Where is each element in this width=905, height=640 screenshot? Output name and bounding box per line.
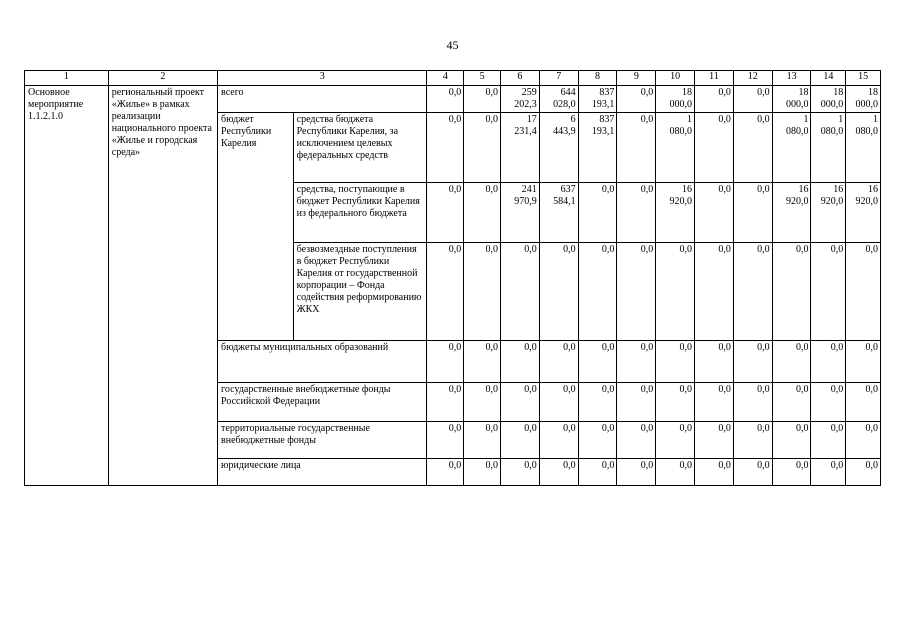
value-text: 0,0 — [601, 244, 615, 255]
value-text: 0,0 — [485, 342, 498, 353]
value-cell — [811, 341, 846, 383]
value-cell — [617, 383, 656, 422]
value-text: 0,0 — [485, 184, 498, 195]
value-text: 0,0 — [524, 244, 537, 255]
value-text: 0,0 — [640, 384, 654, 395]
value-cell — [539, 383, 578, 422]
value-text: 644 028,0 — [553, 87, 576, 110]
value-cell — [500, 113, 539, 183]
value-cell — [578, 422, 617, 459]
budget-table — [24, 70, 881, 486]
value-text: 17 231,4 — [514, 114, 537, 137]
value-text: 0,0 — [485, 423, 498, 434]
header-cell: 12 — [733, 71, 772, 86]
value-text: 0,0 — [601, 423, 615, 434]
value-cell — [656, 86, 695, 113]
value-cell — [464, 183, 501, 243]
value-cell — [578, 341, 617, 383]
value-cell — [695, 459, 734, 486]
source-label: безвозмездные поступления в бюджет Республики Карелия от государственной корпорации – Фонда содействия реформированию ЖКХ — [293, 243, 427, 341]
value-text: 0,0 — [563, 460, 576, 471]
value-cell — [846, 383, 881, 422]
value-cell — [539, 183, 578, 243]
value-text: 0,0 — [640, 114, 654, 125]
source-label: всего — [218, 86, 427, 113]
header-cell: 4 — [427, 71, 464, 86]
value-text: 0,0 — [679, 342, 693, 353]
value-text: 0,0 — [718, 244, 731, 255]
value-cell — [427, 113, 464, 183]
header-cell: 6 — [500, 71, 539, 86]
value-text: 0,0 — [865, 342, 878, 353]
value-cell — [427, 383, 464, 422]
value-text: 0,0 — [865, 460, 878, 471]
value-text: 0,0 — [448, 87, 462, 98]
value-cell — [578, 113, 617, 183]
value-text: 0,0 — [448, 244, 462, 255]
value-cell — [500, 243, 539, 341]
value-text: 1 080,0 — [785, 114, 809, 137]
value-cell — [464, 341, 501, 383]
value-cell — [846, 341, 881, 383]
value-cell — [656, 383, 695, 422]
page-number: 45 — [446, 38, 459, 52]
value-cell — [811, 422, 846, 459]
value-cell — [578, 86, 617, 113]
value-text: 0,0 — [757, 384, 770, 395]
value-cell — [617, 86, 656, 113]
value-text: 0,0 — [757, 244, 770, 255]
value-text: 18 000,0 — [855, 87, 878, 110]
value-cell — [500, 341, 539, 383]
value-text: 0,0 — [795, 423, 809, 434]
header-cell: 15 — [846, 71, 881, 86]
value-cell — [539, 86, 578, 113]
value-cell — [617, 113, 656, 183]
value-cell — [772, 113, 811, 183]
source-label: юридические лица — [218, 459, 427, 486]
value-text: 0,0 — [865, 423, 878, 434]
header-row — [25, 71, 881, 86]
value-cell — [617, 341, 656, 383]
value-cell — [427, 86, 464, 113]
budget-rk-cell: бюджет Республики Карелия — [218, 113, 294, 341]
value-text: 0,0 — [601, 460, 615, 471]
value-text: 0,0 — [563, 423, 576, 434]
value-cell — [695, 113, 734, 183]
value-cell — [772, 341, 811, 383]
value-cell — [539, 459, 578, 486]
value-cell — [772, 383, 811, 422]
value-cell — [695, 243, 734, 341]
value-cell — [656, 243, 695, 341]
header-cell: 2 — [108, 71, 217, 86]
value-text: 0,0 — [718, 423, 731, 434]
value-cell — [617, 422, 656, 459]
value-cell — [811, 86, 846, 113]
value-text: 259 202,3 — [514, 87, 537, 110]
header-cell: 11 — [695, 71, 734, 86]
value-cell — [695, 341, 734, 383]
value-text: 0,0 — [795, 342, 809, 353]
value-cell — [846, 183, 881, 243]
source-label: средства, поступающие в бюджет Республики Карелия из федерального бюджета — [293, 183, 427, 243]
value-cell — [500, 459, 539, 486]
header-cell: 14 — [811, 71, 846, 86]
value-text: 0,0 — [448, 460, 462, 471]
header-cell: 8 — [578, 71, 617, 86]
value-cell — [427, 341, 464, 383]
value-cell — [811, 383, 846, 422]
value-cell — [695, 422, 734, 459]
header-cell: 1 — [25, 71, 109, 86]
value-cell — [427, 422, 464, 459]
value-text: 0,0 — [640, 87, 654, 98]
value-text: 0,0 — [830, 342, 844, 353]
value-cell — [656, 459, 695, 486]
value-cell — [464, 459, 501, 486]
value-cell — [811, 113, 846, 183]
value-cell — [733, 459, 772, 486]
value-text: 0,0 — [524, 423, 537, 434]
value-cell — [539, 243, 578, 341]
value-cell — [733, 113, 772, 183]
source-label: государственные внебюджетные фонды Российской Федерации — [218, 383, 427, 422]
value-text: 0,0 — [448, 384, 462, 395]
value-text: 0,0 — [679, 460, 693, 471]
value-cell — [656, 422, 695, 459]
value-text: 0,0 — [679, 244, 693, 255]
value-text: 0,0 — [448, 423, 462, 434]
value-text: 0,0 — [448, 184, 462, 195]
value-cell — [811, 183, 846, 243]
header-cell: 13 — [772, 71, 811, 86]
value-cell — [539, 422, 578, 459]
value-text: 0,0 — [795, 244, 809, 255]
value-cell — [427, 243, 464, 341]
value-text: 18 000,0 — [820, 87, 844, 110]
value-text: 0,0 — [563, 384, 576, 395]
value-cell — [772, 422, 811, 459]
value-text: 0,0 — [601, 384, 615, 395]
value-text: 0,0 — [563, 244, 576, 255]
source-label: территориальные государственные внебюджетные фонды — [218, 422, 427, 459]
value-text: 0,0 — [757, 114, 770, 125]
source-label: средства бюджета Республики Карелия, за исключением целевых федеральных средств — [293, 113, 427, 183]
value-text: 0,0 — [830, 244, 844, 255]
header-cell: 3 — [218, 71, 427, 86]
value-text: 0,0 — [524, 460, 537, 471]
value-text: 0,0 — [718, 342, 731, 353]
value-text: 0,0 — [448, 342, 462, 353]
value-cell — [617, 183, 656, 243]
value-text: 0,0 — [640, 244, 654, 255]
value-cell — [695, 86, 734, 113]
value-text: 0,0 — [865, 384, 878, 395]
value-text: 0,0 — [640, 184, 654, 195]
value-text: 0,0 — [718, 460, 731, 471]
value-cell — [846, 422, 881, 459]
value-text: 16 920,0 — [820, 184, 844, 207]
value-cell — [500, 422, 539, 459]
value-text: 0,0 — [830, 460, 844, 471]
value-text: 637 584,1 — [553, 184, 576, 207]
header-cell: 7 — [539, 71, 578, 86]
header-cell: 10 — [656, 71, 695, 86]
value-text: 0,0 — [601, 342, 615, 353]
value-cell — [656, 341, 695, 383]
value-cell — [846, 243, 881, 341]
value-text: 0,0 — [448, 114, 462, 125]
value-cell — [464, 113, 501, 183]
value-text: 0,0 — [795, 384, 809, 395]
value-text: 0,0 — [485, 460, 498, 471]
value-text: 0,0 — [757, 184, 770, 195]
value-cell — [733, 422, 772, 459]
value-cell — [464, 243, 501, 341]
activity-code-cell: Основное мероприятие 1.1.2.1.0 — [25, 86, 109, 486]
value-text: 0,0 — [865, 244, 878, 255]
value-cell — [695, 183, 734, 243]
value-text: 0,0 — [679, 384, 693, 395]
value-text: 0,0 — [640, 423, 654, 434]
value-cell — [772, 183, 811, 243]
value-cell — [811, 459, 846, 486]
value-cell — [733, 86, 772, 113]
value-text: 0,0 — [485, 87, 498, 98]
value-text: 18 000,0 — [669, 87, 693, 110]
value-cell — [733, 383, 772, 422]
value-cell — [427, 459, 464, 486]
value-cell — [617, 243, 656, 341]
value-cell — [617, 459, 656, 486]
value-text: 0,0 — [718, 87, 731, 98]
value-cell — [846, 459, 881, 486]
value-cell — [539, 341, 578, 383]
header-cell: 9 — [617, 71, 656, 86]
value-text: 0,0 — [485, 244, 498, 255]
value-text: 1 080,0 — [820, 114, 844, 137]
value-cell — [539, 113, 578, 183]
value-cell — [733, 183, 772, 243]
value-text: 1 080,0 — [855, 114, 878, 137]
value-text: 0,0 — [485, 384, 498, 395]
value-text: 0,0 — [718, 114, 731, 125]
value-cell — [500, 383, 539, 422]
value-text: 0,0 — [757, 423, 770, 434]
value-text: 0,0 — [485, 114, 498, 125]
value-cell — [578, 243, 617, 341]
value-text: 0,0 — [563, 342, 576, 353]
value-text: 0,0 — [830, 423, 844, 434]
value-cell — [772, 86, 811, 113]
value-cell — [695, 383, 734, 422]
value-cell — [846, 113, 881, 183]
value-cell — [464, 86, 501, 113]
value-text: 6 443,9 — [553, 114, 576, 137]
value-cell — [733, 243, 772, 341]
value-text: 0,0 — [718, 384, 731, 395]
value-text: 0,0 — [757, 460, 770, 471]
value-cell — [846, 86, 881, 113]
value-cell — [578, 383, 617, 422]
value-cell — [500, 183, 539, 243]
value-cell — [464, 383, 501, 422]
value-cell — [500, 86, 539, 113]
source-label: бюджеты муниципальных образований — [218, 341, 427, 383]
project-name-cell: региональный проект «Жилье» в рамках реализации национального проекта «Жилье и городская среда» — [108, 86, 217, 486]
value-cell — [811, 243, 846, 341]
value-cell — [772, 243, 811, 341]
value-text: 0,0 — [640, 342, 654, 353]
value-text: 16 920,0 — [785, 184, 809, 207]
value-text: 0,0 — [757, 342, 770, 353]
value-text: 837 193,1 — [591, 114, 615, 137]
value-text: 1 080,0 — [669, 114, 693, 137]
value-text: 0,0 — [601, 184, 615, 195]
header-cell: 5 — [464, 71, 501, 86]
value-text: 241 970,9 — [514, 184, 537, 207]
value-text: 16 920,0 — [669, 184, 693, 207]
value-text: 0,0 — [718, 184, 731, 195]
value-text: 16 920,0 — [855, 184, 878, 207]
value-text: 0,0 — [524, 384, 537, 395]
value-text: 0,0 — [757, 87, 770, 98]
value-text: 0,0 — [830, 384, 844, 395]
value-text: 837 193,1 — [591, 87, 615, 110]
value-cell — [464, 422, 501, 459]
value-text: 0,0 — [640, 460, 654, 471]
value-text: 0,0 — [679, 423, 693, 434]
value-cell — [656, 113, 695, 183]
value-text: 0,0 — [524, 342, 537, 353]
value-text: 0,0 — [795, 460, 809, 471]
table-row — [25, 86, 881, 113]
value-cell — [772, 459, 811, 486]
value-cell — [656, 183, 695, 243]
value-cell — [427, 183, 464, 243]
value-cell — [578, 459, 617, 486]
value-text: 18 000,0 — [785, 87, 809, 110]
value-cell — [578, 183, 617, 243]
value-cell — [733, 341, 772, 383]
